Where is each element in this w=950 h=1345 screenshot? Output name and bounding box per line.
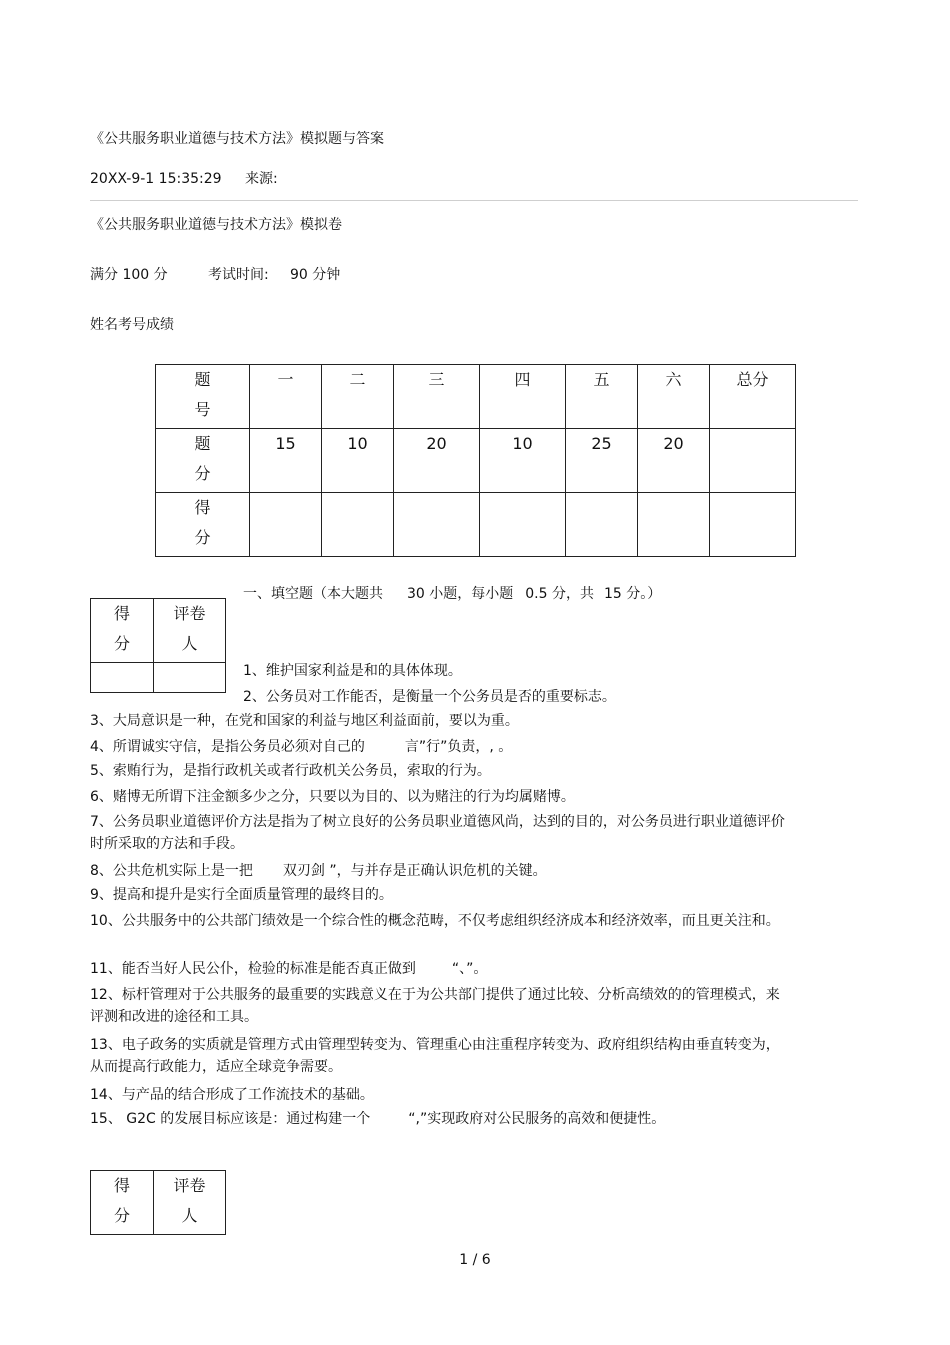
table-cell: 15 bbox=[250, 429, 322, 493]
divider bbox=[90, 200, 858, 201]
doc-source-label: 来源: bbox=[245, 171, 278, 187]
grader-label: 评卷 人 bbox=[154, 1171, 226, 1235]
table-cell: 一 bbox=[250, 365, 322, 429]
table-cell: 25 bbox=[566, 429, 638, 493]
table-cell: 五 bbox=[566, 365, 638, 429]
exam-time-value: 90 分钟 bbox=[290, 267, 341, 283]
section1-heading-b: 30 小题，每小题 bbox=[407, 586, 514, 602]
table-cell bbox=[480, 493, 566, 557]
grader-name-cell bbox=[154, 663, 226, 693]
question-13: 13、电子政务的实质就是管理方式由管理型转变为、管理重心由注重程序转变为、政府组织结构由垂直转变为，从而提高行政能力，适应全球竞争需要。 bbox=[90, 1037, 780, 1075]
grader-label: 评卷 人 bbox=[154, 599, 226, 663]
table-cell: 二 bbox=[322, 365, 394, 429]
table-cell: 总分 bbox=[710, 365, 796, 429]
question-4-a: 4、所谓诚实守信，是指公务员必须对自己的 bbox=[90, 739, 365, 755]
table-cell: 10 bbox=[322, 429, 394, 493]
full-score: 满分 100 分 bbox=[90, 267, 168, 283]
score-table bbox=[155, 364, 796, 557]
table-cell: 题 分 bbox=[156, 429, 250, 493]
table-cell bbox=[638, 493, 710, 557]
question-4-b: 言”行”负责，, 。 bbox=[404, 739, 513, 755]
question-8 bbox=[90, 860, 790, 882]
question-7: 7、公务员职业道德评价方法是指为了树立良好的公务员职业道德风尚，达到的目的，对公务员进行职业道德评价时所采取的方法和手段。 bbox=[90, 814, 785, 852]
question-4 bbox=[90, 736, 790, 758]
question-14: 14、与产品的结合形成了工作流技术的基础。 bbox=[90, 1087, 374, 1103]
name-line: 姓名考号成绩 bbox=[90, 317, 174, 333]
question-2: 2、公务员对工作能否，是衡量一个公务员是否的重要标志。 bbox=[243, 689, 616, 705]
question-8-b: 双刃剑 ”，与并存是正确认识危机的关键。 bbox=[282, 863, 547, 879]
table-cell: 得 分 bbox=[156, 493, 250, 557]
table-cell: 六 bbox=[638, 365, 710, 429]
grader-box-2 bbox=[90, 1170, 226, 1235]
section1-heading-a: 一、填空题（本大题共 bbox=[243, 586, 383, 602]
table-cell bbox=[710, 429, 796, 493]
doc-title: 《公共服务职业道德与技术方法》模拟题与答案 bbox=[90, 131, 384, 147]
table-cell bbox=[710, 493, 796, 557]
doc-datetime: 20XX-9-1 15:35:29 bbox=[90, 171, 222, 187]
question-6: 6、赌博无所谓下注金额多少之分，只要以为目的、以为赌注的行为均属赌博。 bbox=[90, 789, 575, 805]
grader-box-1 bbox=[90, 598, 226, 693]
exam-time-label: 考试时间: bbox=[208, 267, 269, 283]
question-12: 12、标杆管理对于公共服务的最重要的实践意义在于为公共部门提供了通过比较、分析高绩效的的管理模式，来评测和改进的途径和工具。 bbox=[90, 987, 780, 1025]
table-cell bbox=[394, 493, 480, 557]
question-11 bbox=[90, 958, 790, 980]
question-1: 1、维护国家利益是和的具体体现。 bbox=[243, 663, 462, 679]
question-11-b: “、”。 bbox=[451, 961, 488, 977]
question-10: 10、公共服务中的公共部门绩效是一个综合性的概念范畴，不仅考虑组织经济成本和经济效率，而且更关注和。 bbox=[90, 913, 780, 929]
table-row bbox=[91, 663, 226, 693]
page-number: 1 / 6 bbox=[459, 1252, 491, 1268]
question-5: 5、索贿行为，是指行政机关或者行政机关公务员，索取的行为。 bbox=[90, 763, 491, 779]
table-row bbox=[156, 365, 796, 429]
doc-subtitle: 《公共服务职业道德与技术方法》模拟卷 bbox=[90, 217, 342, 233]
table-row bbox=[91, 1171, 226, 1235]
grader-score-label: 得 分 bbox=[91, 599, 154, 663]
table-cell bbox=[322, 493, 394, 557]
grader-score-cell bbox=[91, 663, 154, 693]
section1-heading bbox=[243, 585, 661, 603]
table-cell: 10 bbox=[480, 429, 566, 493]
table-cell bbox=[250, 493, 322, 557]
question-8-a: 8、公共危机实际上是一把 bbox=[90, 863, 253, 879]
question-15-b: “,”实现政府对公民服务的高效和便捷性。 bbox=[408, 1111, 666, 1127]
table-cell: 四 bbox=[480, 365, 566, 429]
table-cell: 题 号 bbox=[156, 365, 250, 429]
table-cell: 20 bbox=[394, 429, 480, 493]
table-row bbox=[156, 429, 796, 493]
grader-score-label: 得 分 bbox=[91, 1171, 154, 1235]
table-cell bbox=[566, 493, 638, 557]
question-9: 9、提高和提升是实行全面质量管理的最终目的。 bbox=[90, 887, 393, 903]
table-cell: 三 bbox=[394, 365, 480, 429]
question-15-a: 15、 G2C 的发展目标应该是：通过构建一个 bbox=[90, 1111, 371, 1127]
table-cell: 20 bbox=[638, 429, 710, 493]
table-row bbox=[156, 493, 796, 557]
question-11-a: 11、能否当好人民公仆，检验的标准是能否真正做到 bbox=[90, 961, 416, 977]
question-3: 3、大局意识是一种，在党和国家的利益与地区利益面前，要以为重。 bbox=[90, 713, 519, 729]
question-15 bbox=[90, 1108, 790, 1130]
section1-heading-c: 0.5 分，共 bbox=[525, 586, 594, 602]
section1-heading-d: 15 分。） bbox=[603, 586, 662, 602]
table-row bbox=[91, 599, 226, 663]
